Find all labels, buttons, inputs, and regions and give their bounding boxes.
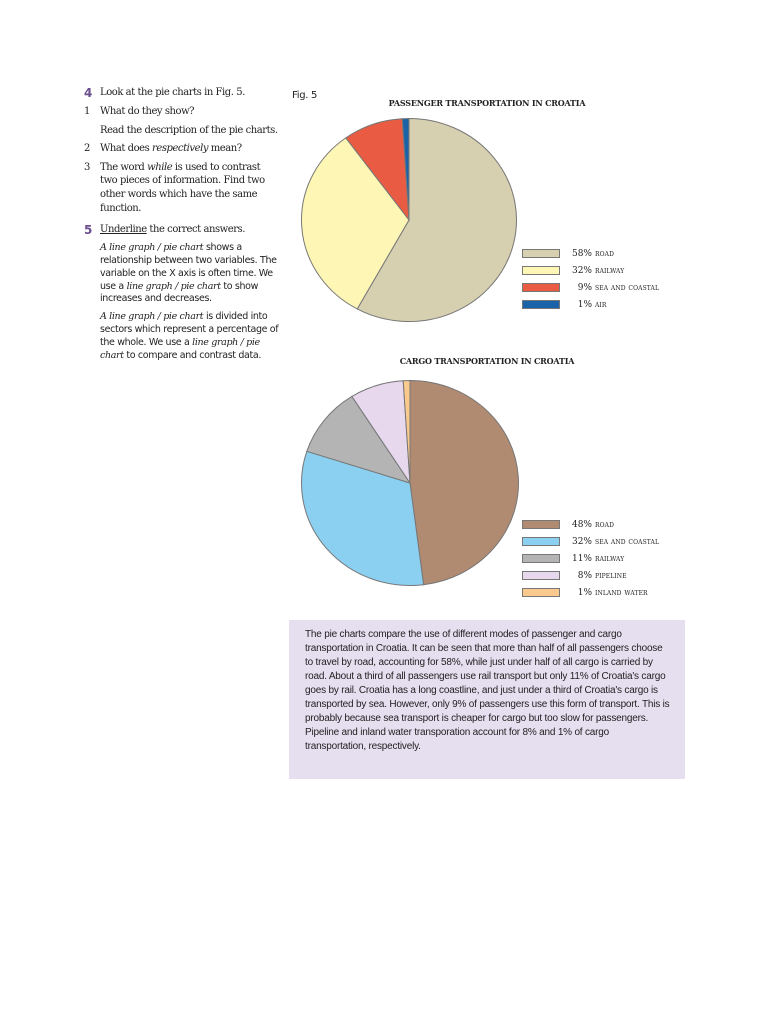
description-text: The pie charts compare the use of different modes of passenger and cargo transportation in Croatia. It can be seen that more than half of all passengers choose to travel by road, accounting for 58%, while just under half of all cargo is carried by road. About a third of all passengers use rail transport but only 11% of Croatia's cargo goes by rail. Croatia has a long coastline, and just under a third of Croatia's cargo is transported by sea. However, only 9% of passengers use this form of transport. This is probably because sea transport is cheaper for cargo but too slow for passengers. Pipeline and inland water transporation account for 8% and 1% of cargo transportation, respectively. [305,629,670,752]
exercise-5-number: 5 [84,223,92,238]
paragraph-text: shows a relationship between two variables. The variable on the X axis is often time. We use a [100,242,277,292]
question-text-post: mean? [208,143,242,155]
legend-label: pipeline [595,570,627,581]
paragraph-text: is divided into sectors which represent a percentage of the whole. We use a [100,311,279,348]
legend-swatch [522,520,560,529]
exercise-column [84,86,280,367]
choice-phrase: line graph / pie chart [126,280,221,292]
legend-percent: 32% [571,536,592,547]
legend-percent: 58% [571,248,592,259]
legend-label: inland water [595,587,648,598]
question-2 [84,142,280,156]
legend-label: railway [595,265,625,276]
legend-item-railway [522,550,659,567]
cargo-pie-chart [300,379,520,587]
legend-swatch [522,571,560,580]
question-text [100,142,280,156]
legend-percent: 1% [577,587,592,598]
question-keyword: while [147,161,173,173]
legend-label: sea and coastal [595,282,660,293]
choice-phrase: A line graph / pie chart [100,242,204,254]
exercise-4-number: 4 [84,86,92,100]
exercise-5-paragraph-1 [100,242,280,306]
legend-item-inland-water [522,584,659,601]
legend-swatch [522,537,560,546]
legend-label: sea and coastal [595,536,660,547]
pie-slice-road [410,381,519,585]
paragraph-text: to compare and contrast data. [123,349,262,361]
legend-swatch [522,300,560,309]
question-text-pre: What does [100,143,153,155]
legend-swatch [522,249,560,258]
legend-swatch [522,588,560,597]
underline-word: Underline [100,224,147,236]
legend-item-air [522,296,659,313]
legend-label: road [595,248,614,259]
paragraph-text: to show increases and decreases. [100,280,259,305]
question-1-follow-up: Read the description of the pie charts. [100,124,278,136]
cargo-chart-title: CARGO TRANSPORTATION IN CROATIA [399,356,575,366]
legend-item-pipeline [522,567,659,584]
exercise-4-instruction: Look at the pie charts in Fig. 5. [100,87,245,98]
description-box [289,620,685,779]
legend-percent: 32% [571,265,592,276]
question-1 [84,105,280,119]
figure-label: Fig. 5 [292,90,318,101]
question-keyword: respectively [152,143,209,155]
exercise-5-heading [84,223,280,237]
legend-label: road [595,519,614,530]
exercise-5-paragraph-2 [100,311,280,362]
question-number: 2 [84,143,90,155]
legend-percent: 9% [577,282,592,293]
legend-item-road [522,245,659,262]
legend-swatch [522,554,560,563]
choice-phrase: line graph / pie chart [100,336,260,361]
instruction-rest: the correct answers. [146,224,245,236]
legend-percent: 1% [577,299,592,310]
passenger-chart-title: PASSENGER TRANSPORTATION IN CROATIA [388,98,586,108]
legend-item-road [522,516,659,533]
legend-label: air [595,299,607,310]
legend-item-sea-and-coastal [522,533,659,550]
passenger-legend [522,245,659,313]
exercise-5-instruction [100,223,280,237]
question-text-post: is used to contrast two pieces of information. Find two other words which have the same function. [100,161,265,214]
legend-percent: 11% [571,553,592,564]
question-number: 1 [84,106,90,117]
choice-phrase: A line graph / pie chart [100,311,204,323]
question-3 [84,161,280,215]
legend-swatch [522,283,560,292]
question-text [100,161,280,215]
legend-percent: 8% [577,570,592,581]
passenger-pie-chart [300,117,518,323]
cargo-legend [522,516,659,601]
legend-item-sea-and-coastal [522,279,659,296]
legend-label: railway [595,553,625,564]
question-number: 3 [84,161,90,173]
question-text: What do they show? [100,106,195,117]
legend-swatch [522,266,560,275]
exercise-4-heading [84,86,280,100]
legend-item-railway [522,262,659,279]
legend-percent: 48% [571,519,592,530]
question-text-pre: The word [100,161,148,173]
